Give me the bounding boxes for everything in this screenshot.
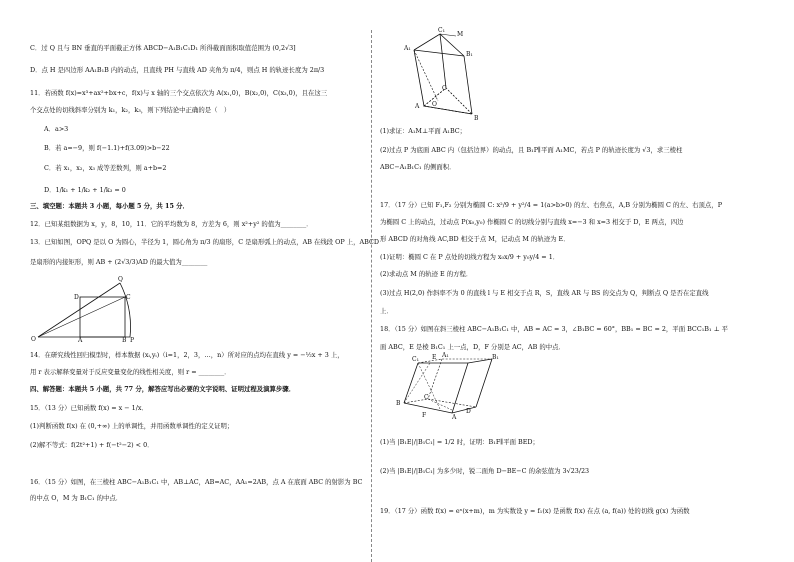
q17-stem-2: 为椭圆 C 上的动点，过动点 P(x₀,y₀) 作椭圆 C 的切线分别与直线 x=−3 和 x=3 相交于 D，E 两点，四边	[380, 218, 684, 226]
q14-stem-1: 14．在研究线性回归模型时，样本数据 (xᵢ,yᵢ)（i=1，2，3，…，n）所对应的点均在直线 y = −½x + 3 上，	[30, 351, 344, 359]
q11-option-d: D．1/k₁ + 1/k₂ + 1/k₃ = 0	[44, 186, 126, 194]
label-f: F	[422, 412, 427, 419]
label-d: D	[466, 408, 471, 415]
q14-stem-2: 用 r 表示解释变量对于反应变量变化的线性相关度，则 r = ________．	[30, 368, 231, 376]
label-q: Q	[118, 276, 123, 283]
label-c: C	[424, 394, 429, 401]
label-p: P	[130, 337, 135, 344]
q19-stem: 19．（17 分）函数 f(x) = eˣ(x+m)，m 为实数设 y = f₁(x) 是函数 f(x) 在点 (a, f(a)) 处的切线 g(x) 为函数	[380, 507, 690, 515]
label-a: A	[78, 337, 83, 344]
right-column	[372, 0, 794, 562]
q17-stem-3: 形 ABCD 的对角线 AC,BD 相交于点 M，记动点 M 的轨迹为 E．	[380, 235, 570, 243]
label-a: A	[415, 103, 420, 110]
q18-stem-1: 18．（15 分）如图在斜三棱柱 ABC−A₁B₁C₁ 中，AB = AC = 3，∠B₁BC = 60°，BB₁ = BC = 2，平面 BCC₁B₁ ⊥ 平	[380, 325, 728, 333]
q10-option-d: D．点 H 是四边形 AA₁B₁B 内的动点，且直线 PH 与直线 AD 夹角为 π/4，则点 H 的轨迹长度为 2π/3	[30, 66, 325, 74]
q17-stem-1: 17．（17 分）已知 F₁,F₂ 分别为椭圆 C: x²/9 + y²/4 = 1(a>b>0) 的左、右焦点，A,B 分别为椭圆 C 的左、右顶点，P	[380, 201, 723, 209]
q11-stem-1: 11．若函数 f(x)=x³+ax²+bx+c，f(x)与 x 轴的三个交点依次为 A(x₁,0)，B(x₂,0)，C(x₃,0)，且在这三	[30, 89, 328, 97]
q11-option-c: C．若 x₁，x₂，x₃ 成等差数列，则 a+b=2	[44, 164, 167, 172]
q15-stem: 15．（13 分）已知函数 f(x) = x − 1/x．	[30, 404, 148, 412]
q12: 12．已知某组数据为 x，y，8，10，11．它的平均数为 8，方差为 6，则 x²+y² 的值为________．	[30, 220, 313, 228]
label-a: A	[452, 414, 457, 421]
q16-part-2-line-2: ABC−A₁B₁C₁ 的侧面积．	[380, 163, 456, 171]
q13-stem-2: 是扇形的内接矩形，则 AB + (2√3/3)AD 的最大值为________	[30, 258, 208, 266]
section-4-heading: 四、解答题：本题共 5 小题，共 77 分，解答应写出必要的文字说明、证明过程及演算步骤．	[30, 385, 296, 393]
label-c: C	[442, 85, 447, 92]
q16-stem-1: 16．（15 分）如图，在三棱柱 ABC−A₁B₁C₁ 中，AB⊥AC，AB=AC，AA₁=2AB，点 A 在底面 ABC 的射影为 BC	[30, 478, 363, 486]
label-m: M	[457, 31, 464, 38]
q18-figure	[396, 352, 500, 421]
q17-part-3-line-1: (3)过点 H(2,0) 作斜率不为 0 的直线 l 与 E 相交于点 R，S，直线 AR 与 BS 的交点为 Q，判断点 Q 是否在定直线	[380, 289, 709, 297]
q13-stem-1: 13．已知如图，OPQ 是以 O 为圆心，半径为 1，圆心角为 π/3 的扇形，C 是扇形弧上的动点，AB 在线段 OP 上，ABCD	[30, 238, 379, 246]
label-e: E	[432, 354, 437, 361]
q11-option-b: B．若 a=−9，则 f(−1.1)+f(3.09)>b−22	[44, 144, 170, 152]
label-c1: C₁	[412, 356, 419, 363]
label-c1: C₁	[438, 27, 445, 34]
label-a1: A₁	[442, 352, 449, 359]
label-b1: B₁	[492, 354, 499, 361]
q10-option-c: C．过 Q 且与 BN 垂直的平面截正方体 ABCD−A₁B₁C₁D₁ 所得截面面积取值范围为 (0,2√3]	[30, 44, 296, 52]
label-o: O	[432, 101, 437, 108]
q16-part-2-line-1: (2)过点 P 为底面 ABC 内（包括边界）的动点，且 B₁P∥平面 A₁MC，若点 P 的轨迹长度为 √3，求三棱柱	[380, 146, 683, 154]
label-b: B	[122, 337, 127, 344]
q11-option-a: A．a>3	[44, 125, 69, 133]
label-b1: B₁	[466, 51, 473, 58]
label-c: C	[126, 294, 131, 301]
q16-figure	[402, 28, 492, 124]
label-b: B	[474, 115, 479, 122]
q16-part-1: (1)求证：A₁M⊥平面 A₁BC；	[380, 127, 467, 135]
section-3-heading: 三、填空题：本题共 3 小题，每小题 5 分，共 15 分．	[30, 202, 189, 210]
left-column	[0, 0, 379, 562]
q17-part-2: (2)求动点 M 的轨迹 E 的方程．	[380, 270, 473, 278]
q15-part-2: (2)解不等式：f(2t²+1) + f(−t²−2) < 0．	[30, 441, 154, 449]
label-d: D	[74, 294, 79, 301]
q17-part-3-line-2: 上．	[380, 307, 393, 315]
q11-stem-2: 个交点处的切线斜率分别为 k₁，k₂，k₃，则下列结论中正确的是（ ）	[30, 106, 231, 114]
q18-stem-2: 面 ABC，E 是棱 B₁C₁ 上一点，D，F 分别是 AC，AB 的中点．	[380, 343, 565, 351]
q18-part-1: (1)当 |B₁E|/|B₁C₁| = 1/2 时，证明：B₁F∥平面 BED；	[380, 438, 539, 446]
q17-part-1: (1)证明：椭圆 C 在 P 点处的切线方程为 x₀x/9 + y₀y/4 = 1．	[380, 253, 560, 261]
q16-stem-2: 的中点 O，M 为 B₁C₁ 的中点．	[30, 494, 123, 502]
q18-part-2: (2)当 |B₁E|/|B₁C₁| 为多少时，锐二面角 D−BE−C 的余弦值为 3√23/23	[380, 467, 590, 475]
label-a1: A₁	[404, 45, 411, 52]
label-o: O	[31, 336, 36, 343]
q15-part-1: (1)判断函数 f(x) 在 (0,+∞) 上的单调性，并用函数单调性的定义证明；	[30, 422, 234, 430]
q13-figure	[30, 275, 140, 343]
label-b: B	[396, 400, 401, 407]
